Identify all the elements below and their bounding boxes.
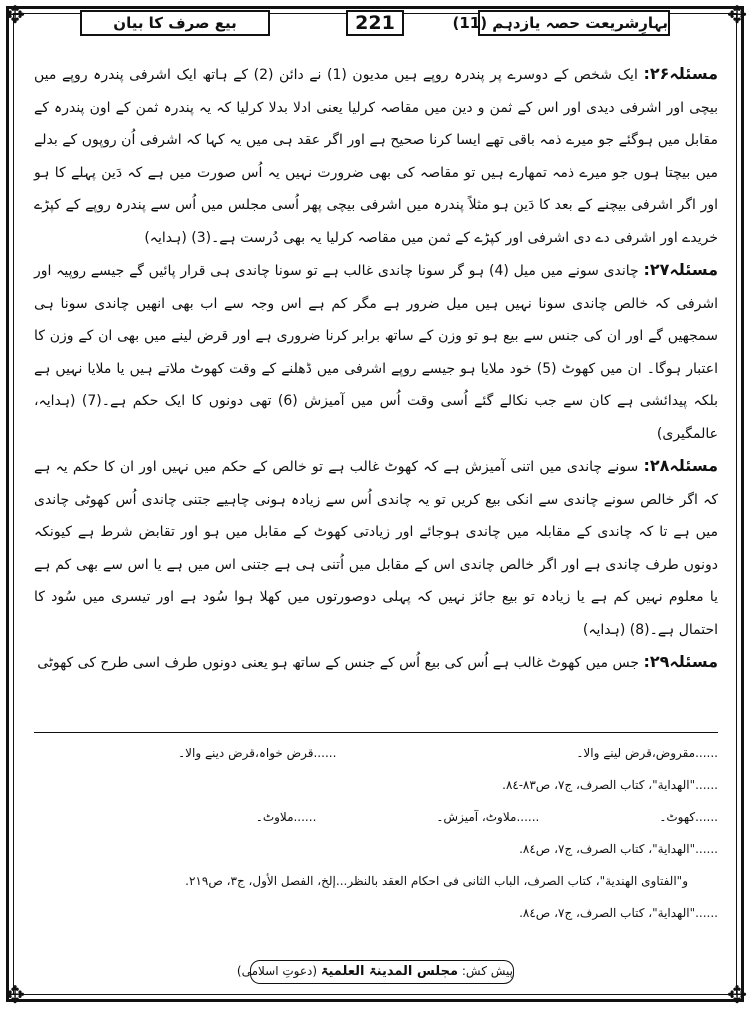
page-header: [0, 6, 752, 40]
masala-26: [34, 58, 718, 254]
footnote-3: ......"الهداية"، كتاب الصرف، ج٧، ص٨٣-٨٤.: [502, 778, 718, 792]
footnote-4: ......کھوٹ۔: [659, 810, 718, 824]
footnote-8: ......"الهداية"، كتاب الصرف، ج٧، ص٨٤.: [519, 906, 718, 920]
footnotes: [34, 732, 718, 929]
masala-text: سونے چاندی میں اتنی آمیزش ہے کہ کھوٹ غالب ہے تو خالص کے حکم میں نہیں اور ان کا حکم یہ ہے کہ اگر خالص سونے چاندی سے انکی بیع کریں تو یہ چاندی اُس سے زیادہ ہونی چاہیے جتنی چاندی اُس کھوٹی چاندی میں ہے تا کہ چاندی کے مقابلہ میں چاندی ہوجائے اور زیادتی کھوٹ کے مقابل میں ہو اور تقابض شرط ہے کیونکہ دونوں طرف چاندی ہے اور اگر خالص چاندی اس کے مقابل میں اُتنی ہی ہے جتنی اس میں ہے یا اس سے بھی کم ہے یا معلوم نہیں کم ہے یا زیادہ تو بیع جائز نہیں کہ پہلی دوصورتوں میں کھلا ہوا سُود ہے اور تیسری میں سُود کا احتمال ہے۔(8) (ہدایہ): [34, 459, 718, 638]
chapter-title: بیع صرف کا بیان: [80, 10, 270, 36]
footnote-6: ......ملاوٹ۔: [255, 810, 317, 824]
masala-text: چاندی سونے میں میل (4) ہو گر سونا چاندی غالب ہے تو سونا چاندی ہی قرار پائیں گے جیسے روپیہ اور اشرفی کہ خالص چاندی سونا نہیں ہیں میل ضرور ہے مگر کم ہے اس وجہ سے اب بھی انھیں چاندی سونا ہی سمجھیں گے اور ان کی جنس سے بیع ہو تو وزن کے ساتھ برابر کرنا ضروری ہے اور قرض لینے میں بھی ان کے وزن کا اعتبار ہوگا۔ ان میں کھوٹ (5) خود ملایا ہو جیسے روپے اشرفی میں ڈھلنے کے وقت کھوٹ ملاتے ہیں یا ملایا نہیں ہے بلکہ پیدائشی ہے کان سے جب نکالے گئے اُسی وقت اُس میں آمیزش (6) تھی دونوں کا ایک حکم ہے۔(7) (ہدایہ، عالمگیری): [34, 263, 719, 442]
footnote-7: ......"الهداية"، كتاب الصرف، ج٧، ص٨٤.: [519, 842, 718, 856]
masala-label: مسئلہ۲۷:: [643, 260, 719, 279]
masala-29: [34, 646, 718, 680]
footnote-5: ......ملاوٹ، آمیزش۔: [436, 810, 540, 824]
main-text: [34, 58, 718, 680]
masala-label: مسئلہ۲۶:: [643, 64, 719, 83]
page-footer: [236, 960, 514, 984]
masala-28: [34, 450, 718, 646]
footnote-row: [34, 865, 718, 897]
page-number: 221: [346, 10, 404, 36]
footnote-row: [34, 833, 718, 865]
footnote-1: ......مقروض،قرض لینے والا۔: [576, 746, 718, 760]
footnote-2: ......قرض خواہ،قرض دینے والا۔: [178, 746, 337, 760]
footer-organization: مجلس المدینۃ العلمیۃ: [320, 964, 459, 979]
corner-ornament-top-right: ✥: [726, 1, 748, 29]
masala-27: [34, 254, 718, 450]
corner-ornament-bottom-left: ✥: [4, 981, 26, 1009]
footnote-row: [34, 897, 718, 929]
footer-suffix: (دعوتِ اسلامی): [236, 964, 318, 978]
masala-text: جس میں کھوٹ غالب ہے اُس کی بیع اُس کے جنس کے ساتھ ہو یعنی دونوں طرف اسی طرح کی کھوٹی: [37, 655, 639, 671]
footer-prefix: پیش کش:: [461, 964, 513, 978]
footnote-row: [34, 737, 718, 769]
masala-label: مسئلہ۲۸:: [643, 456, 719, 475]
corner-ornament-bottom-right: ✥: [726, 981, 748, 1009]
masala-text: ایک شخص کے دوسرے پر پندرہ روپے ہیں مدیون (1) نے دائن (2) کے ہاتھ ایک اشرفی پندرہ روپے میں بیچی اور اشرفی دیدی اور اس کے ثمن و دین میں مقاصہ کرلیا یعنی ادلا بدلا کرلیا کہ یہ پندرہ ثمن کے اون پندرہ کے مقابل میں ہوگئے جو میرے ذمہ باقی تھے ایسا کرنا صحیح ہے اور اگر عقد ہی میں یہ کہا کہ اشرفی اُن روپوں کے بدلے میں بیچتا ہوں جو میرے ذمہ تمھارے ہیں تو مقاصہ کی بھی ضرورت نہیں یہ اُس صورت میں ہے کہ دَین پہلے کا ہو اور اگر اشرفی بیچنے کے بعد کا دَین ہو مثلاً پندرہ میں اشرفی بیچی پھر اُسی مجلس میں اُس سے پندرہ روپے کے کپڑے خریدے اور اشرفی دے دی اشرفی اور کپڑے کے ثمن میں مقاصہ کرلیا یہ بھی دُرست ہے۔(3) (ہدایہ): [34, 67, 718, 246]
corner-ornament-top-left: ✥: [4, 1, 26, 29]
running-title: بہارِشریعت حصہ یازدہم (11): [478, 10, 670, 36]
footnote-row: [34, 801, 718, 833]
footnote-row: [34, 769, 718, 801]
footnote-7-continued: و"الفتاوى الهندية"، كتاب الصرف، الباب الثانی فی احكام العقد بالنظر...إلخ، الفصل الأول، ج٣، ص٢١٩.: [185, 874, 688, 888]
masala-label: مسئلہ۲۹:: [643, 652, 718, 671]
